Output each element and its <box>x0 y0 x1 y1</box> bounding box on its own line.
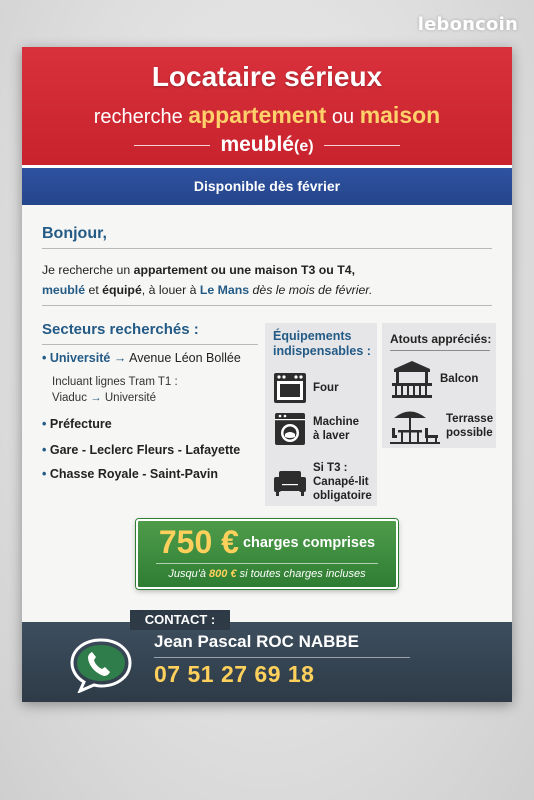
divider <box>154 657 410 658</box>
divider <box>390 350 490 351</box>
divider <box>42 305 492 306</box>
flyer-title: Locataire sérieux <box>151 61 383 92</box>
sofa-icon <box>273 465 307 499</box>
equipment-title: Équipements indispensables : <box>273 329 371 358</box>
intro-paragraph: Je recherche un appartement ou une maison T3 ou T4, meublé et équipé, à louer à Le Mans dès le mois de février. <box>42 263 373 297</box>
leboncoin-watermark: leboncoin <box>417 14 518 35</box>
flyer-subtitle: recherche appartement ou maison <box>93 102 441 128</box>
rent-price-box <box>136 519 398 589</box>
availability-banner: Disponible dès février <box>22 165 512 205</box>
rent-max-note: Jusqu'à 800 € si toutes charges incluses <box>168 568 366 580</box>
sector-item: • Université → Avenue Léon Bollée <box>42 351 241 365</box>
sectors-title: Secteurs recherchés : <box>42 321 199 338</box>
equipment-item-oven <box>273 371 339 405</box>
rent-amount: 750 € <box>158 524 239 560</box>
oven-icon <box>273 371 307 405</box>
equipment-item-washer <box>273 412 359 446</box>
equipment-item-sofa <box>273 461 372 503</box>
subtitle-apartment: appartement <box>188 102 327 128</box>
phone-icon <box>68 637 134 693</box>
flyer-furnished-line: meublé(e) <box>22 133 512 157</box>
sector-item: • Chasse Royale - Saint-Pavin <box>42 467 218 481</box>
divider <box>134 145 210 146</box>
equipment-box <box>265 323 377 506</box>
assets-box <box>382 323 496 448</box>
subtitle-house: maison <box>359 102 441 128</box>
terrace-icon <box>390 406 440 446</box>
divider <box>324 145 400 146</box>
washing-machine-icon <box>273 412 307 446</box>
equipment-label: Machine à laver <box>313 416 360 442</box>
assets-title: Atouts appréciés: <box>390 332 492 346</box>
contact-phone: 07 51 27 69 18 <box>154 661 315 687</box>
rent-label: charges comprises <box>242 534 376 551</box>
asset-label: Terrasse possible <box>446 413 494 439</box>
asset-item-terrace <box>390 406 493 446</box>
sector-tram-note: Incluant lignes Tram T1 : Viaduc → Université <box>52 376 178 404</box>
equipment-label: Four <box>313 382 339 394</box>
divider <box>42 344 258 345</box>
divider <box>156 563 378 564</box>
sector-item: • Gare - Leclerc Fleurs - Lafayette <box>42 443 241 457</box>
contact-label: CONTACT : <box>130 610 230 630</box>
sector-item: • Préfecture <box>42 417 112 431</box>
balcony-icon <box>390 359 434 399</box>
divider <box>42 248 492 249</box>
equipment-label: Si T3 : Canapé-lit obligatoire <box>313 462 372 502</box>
greeting: Bonjour, <box>42 225 107 242</box>
rental-flyer <box>22 47 512 702</box>
flyer-header <box>22 47 512 169</box>
asset-item-balcony <box>390 359 478 399</box>
asset-label: Balcon <box>440 373 479 385</box>
contact-name: Jean Pascal ROC NABBE <box>154 632 360 651</box>
